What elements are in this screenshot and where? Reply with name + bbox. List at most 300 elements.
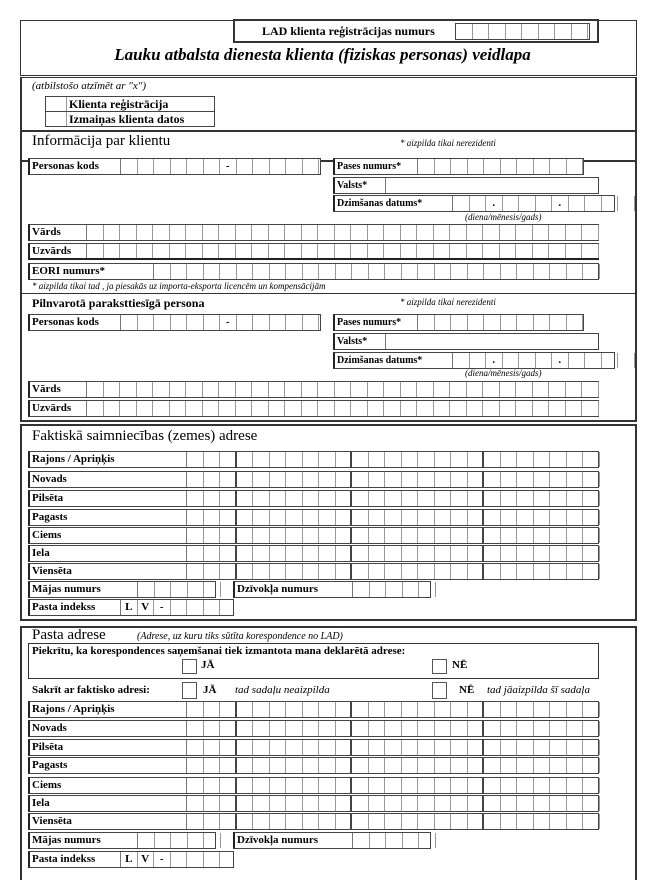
postal-house-row[interactable] — [28, 832, 216, 849]
input-cell[interactable] — [369, 452, 386, 467]
input-cell[interactable] — [501, 264, 518, 279]
input-cell[interactable] — [220, 702, 237, 717]
option-client-registration[interactable] — [45, 96, 215, 112]
input-cell[interactable] — [336, 564, 353, 579]
input-cell[interactable] — [352, 264, 369, 279]
input-cell[interactable] — [187, 740, 204, 755]
input-cell[interactable] — [534, 814, 551, 829]
input-cell[interactable] — [204, 472, 221, 487]
input-cell[interactable] — [402, 528, 419, 543]
input-cell[interactable] — [501, 814, 518, 829]
input-cell[interactable] — [253, 758, 270, 773]
input-cell[interactable] — [286, 315, 303, 330]
input-cell[interactable] — [319, 796, 336, 811]
input-cell[interactable] — [187, 315, 204, 330]
input-cell[interactable] — [567, 564, 584, 579]
input-cell[interactable] — [583, 702, 600, 717]
input-cell[interactable] — [87, 382, 104, 397]
input-cell[interactable] — [319, 452, 336, 467]
input-cell[interactable] — [536, 353, 553, 368]
input-cell[interactable] — [567, 740, 584, 755]
input-cell[interactable] — [170, 382, 187, 397]
input-cell[interactable] — [549, 401, 566, 416]
input-cell[interactable] — [236, 244, 253, 258]
input-cell[interactable] — [550, 564, 567, 579]
input-cell[interactable] — [303, 510, 320, 525]
input-cell[interactable] — [583, 264, 600, 279]
input-cell[interactable] — [534, 778, 551, 793]
input-cell[interactable] — [517, 758, 534, 773]
input-cell[interactable] — [517, 528, 534, 543]
input-cell[interactable] — [104, 382, 121, 397]
input-cell[interactable] — [352, 452, 369, 467]
input-cell[interactable] — [418, 740, 435, 755]
input-cell[interactable] — [501, 796, 518, 811]
input-cell[interactable] — [567, 315, 584, 330]
input-cell[interactable] — [270, 264, 287, 279]
input-cell[interactable] — [270, 796, 287, 811]
client-first-name-row[interactable] — [28, 224, 599, 241]
input-cell[interactable] — [582, 225, 599, 240]
input-cell[interactable] — [286, 510, 303, 525]
input-cell[interactable] — [303, 315, 320, 330]
input-cell[interactable] — [468, 452, 485, 467]
input-cell[interactable] — [120, 401, 137, 416]
input-cell[interactable] — [155, 582, 172, 597]
input-cell[interactable] — [220, 528, 237, 543]
authorized-passport-row[interactable] — [333, 314, 584, 331]
input-cell[interactable] — [417, 382, 434, 397]
input-cell[interactable] — [303, 721, 320, 736]
input-cell[interactable] — [353, 582, 370, 597]
input-cell[interactable] — [501, 452, 518, 467]
input-cell[interactable] — [435, 721, 452, 736]
input-cell[interactable] — [435, 758, 452, 773]
input-cell[interactable] — [450, 401, 467, 416]
authorized-first-name-row[interactable] — [28, 381, 599, 398]
input-cell[interactable] — [286, 491, 303, 506]
input-cell[interactable] — [286, 564, 303, 579]
input-cell[interactable] — [451, 564, 468, 579]
input-cell[interactable] — [534, 528, 551, 543]
input-cell[interactable] — [369, 796, 386, 811]
option-client-data-change[interactable] — [45, 111, 215, 127]
input-cell[interactable] — [303, 546, 320, 561]
input-cell[interactable] — [351, 225, 368, 240]
input-cell[interactable] — [336, 452, 353, 467]
input-cell[interactable] — [369, 564, 386, 579]
input-cell[interactable] — [237, 472, 254, 487]
input-cell[interactable] — [335, 244, 352, 258]
input-cell[interactable] — [219, 401, 236, 416]
input-cell[interactable] — [473, 24, 490, 39]
input-cell[interactable] — [237, 510, 254, 525]
input-cell[interactable] — [583, 796, 600, 811]
postal-parish-row[interactable] — [28, 757, 599, 774]
input-cell[interactable] — [566, 244, 583, 258]
input-cell[interactable] — [567, 702, 584, 717]
input-cell[interactable] — [220, 472, 237, 487]
input-cell[interactable] — [286, 758, 303, 773]
postal-flat-row[interactable] — [233, 832, 431, 849]
input-cell[interactable] — [501, 546, 518, 561]
input-cell[interactable] — [384, 382, 401, 397]
input-cell[interactable] — [253, 702, 270, 717]
input-cell[interactable] — [303, 758, 320, 773]
input-cell[interactable] — [204, 833, 221, 848]
input-cell[interactable] — [583, 758, 600, 773]
input-cell[interactable] — [517, 778, 534, 793]
input-cell[interactable] — [386, 582, 403, 597]
input-cell[interactable] — [468, 546, 485, 561]
input-cell[interactable] — [567, 472, 584, 487]
input-cell[interactable] — [303, 159, 320, 174]
input-cell[interactable] — [517, 740, 534, 755]
input-cell[interactable] — [319, 702, 336, 717]
input-cell[interactable] — [534, 264, 551, 279]
input-cell[interactable] — [534, 721, 551, 736]
input-cell[interactable] — [501, 740, 518, 755]
input-cell[interactable] — [204, 159, 221, 174]
input-cell[interactable] — [451, 159, 468, 174]
input-cell[interactable] — [303, 564, 320, 579]
declared-yes-checkbox[interactable] — [182, 659, 197, 674]
input-cell[interactable] — [501, 778, 518, 793]
input-cell[interactable] — [484, 510, 501, 525]
input-cell[interactable] — [519, 196, 536, 211]
input-cell[interactable] — [203, 401, 220, 416]
input-cell[interactable] — [467, 382, 484, 397]
input-cell[interactable] — [319, 264, 336, 279]
input-cell[interactable] — [204, 510, 221, 525]
input-cell[interactable] — [468, 472, 485, 487]
input-cell[interactable] — [303, 740, 320, 755]
input-cell[interactable] — [566, 382, 583, 397]
input-cell[interactable] — [533, 244, 550, 258]
input-cell[interactable] — [484, 564, 501, 579]
input-cell[interactable] — [153, 401, 170, 416]
input-cell[interactable] — [434, 401, 451, 416]
input-cell[interactable] — [237, 702, 254, 717]
input-cell[interactable] — [237, 796, 254, 811]
input-cell[interactable] — [517, 721, 534, 736]
input-cell[interactable] — [220, 600, 237, 615]
input-cell[interactable] — [236, 225, 253, 240]
input-cell[interactable] — [219, 382, 236, 397]
input-cell[interactable] — [435, 702, 452, 717]
input-cell[interactable] — [369, 778, 386, 793]
input-cell[interactable] — [352, 528, 369, 543]
input-cell[interactable] — [402, 796, 419, 811]
input-cell[interactable] — [369, 740, 386, 755]
input-cell[interactable] — [402, 472, 419, 487]
input-cell[interactable] — [419, 833, 436, 848]
input-cell[interactable] — [270, 721, 287, 736]
input-cell[interactable] — [187, 159, 204, 174]
input-cell[interactable] — [204, 796, 221, 811]
input-cell[interactable] — [87, 244, 104, 258]
input-cell[interactable] — [484, 721, 501, 736]
input-cell[interactable] — [484, 758, 501, 773]
input-cell[interactable] — [435, 528, 452, 543]
input-cell[interactable] — [187, 721, 204, 736]
input-cell[interactable] — [319, 778, 336, 793]
postal-street-row[interactable] — [28, 795, 599, 812]
input-cell[interactable] — [534, 796, 551, 811]
input-cell[interactable] — [87, 401, 104, 416]
input-cell[interactable] — [352, 702, 369, 717]
input-cell[interactable] — [468, 758, 485, 773]
input-cell[interactable] — [269, 382, 286, 397]
input-cell[interactable] — [484, 778, 501, 793]
input-cell[interactable] — [534, 452, 551, 467]
input-cell[interactable] — [137, 401, 154, 416]
input-cell[interactable] — [237, 315, 254, 330]
input-cell[interactable] — [220, 721, 237, 736]
input-cell[interactable] — [550, 452, 567, 467]
input-cell[interactable] — [435, 814, 452, 829]
input-cell[interactable] — [582, 401, 599, 416]
input-cell[interactable] — [154, 315, 171, 330]
input-cell[interactable] — [519, 353, 536, 368]
input-cell[interactable] — [385, 740, 402, 755]
input-cell[interactable] — [286, 778, 303, 793]
declared-no-checkbox[interactable] — [432, 659, 447, 674]
input-cell[interactable] — [120, 382, 137, 397]
input-cell[interactable] — [468, 510, 485, 525]
country-input[interactable] — [386, 334, 598, 349]
input-cell[interactable] — [219, 244, 236, 258]
input-cell[interactable] — [368, 225, 385, 240]
input-cell[interactable] — [567, 796, 584, 811]
input-cell[interactable] — [550, 814, 567, 829]
input-cell[interactable] — [536, 196, 553, 211]
farm-house-row[interactable] — [28, 581, 216, 598]
input-cell[interactable] — [204, 546, 221, 561]
input-cell[interactable] — [87, 225, 104, 240]
input-cell[interactable] — [501, 721, 518, 736]
input-cell[interactable] — [203, 244, 220, 258]
input-cell[interactable] — [252, 401, 269, 416]
input-cell[interactable] — [286, 264, 303, 279]
checkbox[interactable] — [46, 97, 67, 111]
input-cell[interactable] — [635, 353, 645, 368]
input-cell[interactable] — [237, 491, 254, 506]
input-cell[interactable] — [303, 264, 320, 279]
input-cell[interactable] — [484, 796, 501, 811]
input-cell[interactable] — [418, 702, 435, 717]
input-cell[interactable] — [270, 814, 287, 829]
input-cell[interactable] — [186, 401, 203, 416]
input-cell[interactable] — [319, 528, 336, 543]
input-cell[interactable] — [550, 264, 567, 279]
input-cell[interactable] — [602, 353, 619, 368]
input-cell[interactable] — [319, 546, 336, 561]
input-cell[interactable] — [253, 546, 270, 561]
client-birth-date-row[interactable] — [333, 195, 615, 212]
input-cell[interactable] — [534, 491, 551, 506]
input-cell[interactable] — [484, 546, 501, 561]
postal-village-row[interactable] — [28, 777, 599, 794]
input-cell[interactable] — [456, 24, 473, 39]
input-cell[interactable] — [170, 225, 187, 240]
input-cell[interactable] — [286, 546, 303, 561]
input-cell[interactable] — [618, 196, 635, 211]
input-cell[interactable] — [351, 382, 368, 397]
input-cell[interactable] — [401, 401, 418, 416]
input-cell[interactable] — [418, 546, 435, 561]
input-cell[interactable] — [451, 546, 468, 561]
farm-flat-row[interactable] — [233, 581, 431, 598]
input-cell[interactable] — [120, 225, 137, 240]
input-cell[interactable] — [539, 24, 556, 39]
input-cell[interactable] — [237, 159, 254, 174]
input-cell[interactable] — [534, 472, 551, 487]
input-cell[interactable] — [385, 796, 402, 811]
client-country-row[interactable] — [333, 177, 599, 194]
input-cell[interactable] — [506, 24, 523, 39]
input-cell[interactable] — [468, 740, 485, 755]
client-eori-row[interactable] — [28, 263, 599, 280]
input-cell[interactable] — [270, 740, 287, 755]
input-cell[interactable] — [302, 382, 319, 397]
input-cell[interactable] — [335, 225, 352, 240]
input-cell[interactable] — [517, 546, 534, 561]
input-cell[interactable] — [204, 758, 221, 773]
input-cell[interactable] — [319, 740, 336, 755]
input-cell[interactable] — [500, 382, 517, 397]
input-cell[interactable] — [384, 401, 401, 416]
input-cell[interactable] — [286, 472, 303, 487]
input-cell[interactable] — [187, 491, 204, 506]
input-cell[interactable] — [319, 472, 336, 487]
input-cell[interactable] — [237, 528, 254, 543]
input-cell[interactable] — [302, 225, 319, 240]
input-cell[interactable] — [534, 159, 551, 174]
input-cell[interactable] — [517, 491, 534, 506]
input-cell[interactable] — [467, 225, 484, 240]
input-cell[interactable] — [468, 491, 485, 506]
input-cell[interactable] — [434, 244, 451, 258]
input-cell[interactable] — [385, 491, 402, 506]
input-cell[interactable] — [533, 225, 550, 240]
input-cell[interactable] — [269, 225, 286, 240]
input-cell[interactable] — [451, 528, 468, 543]
input-cell[interactable] — [187, 452, 204, 467]
input-cell[interactable] — [517, 796, 534, 811]
postal-postcode-row[interactable] — [28, 851, 234, 868]
input-cell[interactable] — [583, 546, 600, 561]
input-cell[interactable] — [137, 382, 154, 397]
input-cell[interactable] — [336, 814, 353, 829]
input-cell[interactable] — [484, 528, 501, 543]
input-cell[interactable] — [352, 740, 369, 755]
input-cell[interactable] — [567, 159, 584, 174]
input-cell[interactable] — [453, 353, 470, 368]
input-cell[interactable] — [336, 472, 353, 487]
input-cell[interactable] — [336, 721, 353, 736]
input-cell[interactable] — [319, 758, 336, 773]
input-cell[interactable] — [352, 564, 369, 579]
input-cell[interactable] — [286, 814, 303, 829]
input-cell[interactable] — [369, 491, 386, 506]
input-cell[interactable] — [369, 264, 386, 279]
input-cell[interactable] — [369, 702, 386, 717]
input-cell[interactable] — [253, 778, 270, 793]
input-cell[interactable] — [335, 382, 352, 397]
input-cell[interactable] — [435, 510, 452, 525]
input-cell[interactable] — [352, 796, 369, 811]
input-cell[interactable] — [550, 778, 567, 793]
input-cell[interactable] — [567, 758, 584, 773]
input-cell[interactable] — [204, 528, 221, 543]
input-cell[interactable] — [220, 510, 237, 525]
input-cell[interactable] — [418, 159, 435, 174]
input-cell[interactable] — [549, 225, 566, 240]
input-cell[interactable] — [286, 528, 303, 543]
input-cell[interactable] — [451, 264, 468, 279]
input-cell[interactable] — [186, 382, 203, 397]
input-cell[interactable] — [303, 452, 320, 467]
input-cell[interactable] — [186, 244, 203, 258]
input-cell[interactable] — [351, 401, 368, 416]
input-cell[interactable] — [121, 315, 138, 330]
input-cell[interactable] — [618, 353, 635, 368]
input-cell[interactable] — [187, 528, 204, 543]
input-cell[interactable] — [435, 472, 452, 487]
input-cell[interactable] — [336, 264, 353, 279]
input-cell[interactable] — [253, 796, 270, 811]
input-cell[interactable] — [204, 264, 221, 279]
input-cell[interactable] — [285, 244, 302, 258]
input-cell[interactable] — [451, 814, 468, 829]
input-cell[interactable] — [402, 452, 419, 467]
input-cell[interactable] — [219, 225, 236, 240]
input-cell[interactable] — [517, 510, 534, 525]
input-cell[interactable] — [516, 401, 533, 416]
input-cell[interactable] — [583, 491, 600, 506]
postal-district-row[interactable] — [28, 701, 599, 718]
input-cell[interactable] — [204, 600, 221, 615]
input-cell[interactable] — [153, 244, 170, 258]
input-cell[interactable] — [517, 452, 534, 467]
input-cell[interactable] — [154, 264, 171, 279]
input-cell[interactable] — [434, 382, 451, 397]
input-cell[interactable] — [171, 315, 188, 330]
input-cell[interactable] — [286, 721, 303, 736]
input-cell[interactable] — [220, 491, 237, 506]
input-cell[interactable] — [269, 244, 286, 258]
input-cell[interactable] — [516, 225, 533, 240]
input-cell[interactable] — [550, 472, 567, 487]
input-cell[interactable] — [385, 758, 402, 773]
same-yes-checkbox[interactable] — [182, 682, 197, 699]
input-cell[interactable] — [237, 740, 254, 755]
input-cell[interactable] — [187, 758, 204, 773]
input-cell[interactable] — [418, 491, 435, 506]
input-cell[interactable] — [318, 244, 335, 258]
input-cell[interactable] — [403, 582, 420, 597]
input-cell[interactable] — [220, 564, 237, 579]
input-cell[interactable] — [550, 796, 567, 811]
input-cell[interactable] — [187, 814, 204, 829]
input-cell[interactable] — [583, 452, 600, 467]
input-cell[interactable] — [302, 244, 319, 258]
input-cell[interactable] — [435, 452, 452, 467]
input-cell[interactable] — [470, 353, 487, 368]
input-cell[interactable] — [501, 491, 518, 506]
country-input[interactable] — [386, 178, 598, 193]
